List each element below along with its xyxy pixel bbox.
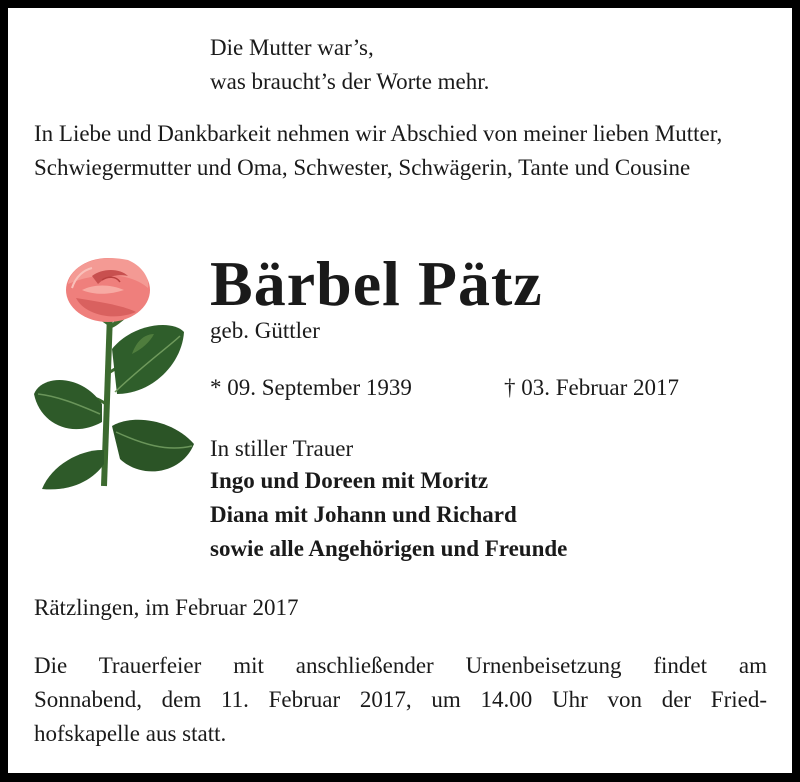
rose-icon xyxy=(32,254,198,492)
mourners-intro: In stiller Trauer xyxy=(210,436,354,461)
mourner-line: Ingo und Doreen mit Moritz xyxy=(210,468,489,493)
service-line: Sonnabend, dem 11. Februar 2017, um 14.00 Uhr von der Fried- xyxy=(34,687,767,712)
quote-line-1: Die Mutter war’s, xyxy=(210,35,374,60)
obituary-notice xyxy=(8,8,792,773)
death-date: † 03. Februar 2017 xyxy=(504,375,680,400)
place-date: Rätzlingen, im Februar 2017 xyxy=(34,595,299,620)
birth-name: geb. Güttler xyxy=(210,318,320,343)
service-line: hofskapelle aus statt. xyxy=(34,721,227,746)
opening-quote xyxy=(210,31,489,99)
service-line: Die Trauerfeier mit anschließender Urnenbeisetzung findet am xyxy=(34,653,767,678)
quote-line-2: was braucht’s der Worte mehr. xyxy=(210,69,490,94)
mourner-line: sowie alle Angehörigen und Freunde xyxy=(210,536,568,561)
intro-text: In Liebe und Dankbarkeit nehmen wir Abschied von meiner lieben Mutter, Schwiegermutter und Oma, Schwester, Schwägerin, Tante und Cousine xyxy=(34,121,723,180)
mourner-line: Diana mit Johann und Richard xyxy=(210,502,517,527)
birth-date: * 09. September 1939 xyxy=(210,375,412,400)
funeral-service-info xyxy=(34,649,767,751)
deceased-name: Bärbel Pätz xyxy=(210,248,543,319)
